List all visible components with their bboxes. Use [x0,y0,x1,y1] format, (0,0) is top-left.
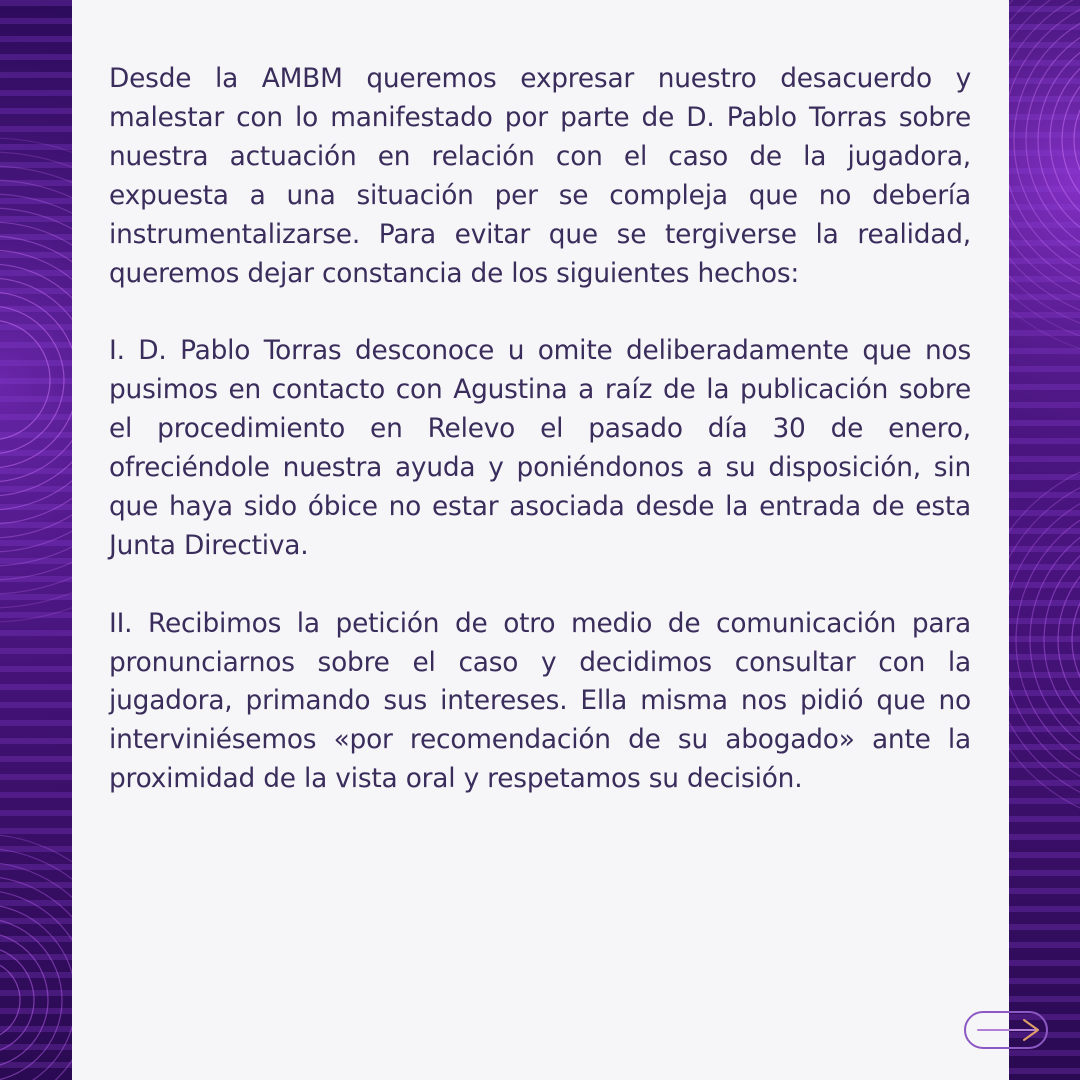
paragraph-point-1: I. D. Pablo Torras desconoce u omite deliberadamente que nos pusimos en contacto con Agustina a raíz de la publicación sobre el procedimiento en Relevo el pasado día 30 de enero, ofreciéndole nuestra ayuda y poniéndonos a su disposición, sin que haya sido óbice no estar asociada desde la entrada de esta Junta Directiva. [109,335,971,561]
next-slide-button[interactable] [964,1011,1048,1049]
text-panel [72,0,1009,1080]
statement-body [109,60,971,799]
paragraph-intro: Desde la AMBM queremos expresar nuestro desacuerdo y malestar con lo manifestado por parte de D. Pablo Torras sobre nuestra actuación en relación con el caso de la jugadora, expuesta a una situación per se compleja que no debería instrumentalizarse. Para evitar que se tergiverse la realidad, queremos dejar constancia de los siguientes hechos: [109,63,971,289]
paragraph-point-2: II. Recibimos la petición de otro medio de comunicación para pronunciarnos sobre el caso y decidimos consultar con la jugadora, primando sus intereses. Ella misma nos pidió que no interviniésemos «por recomendación de su abogado» ante la proximidad de la vista oral y respetamos su decisión. [109,607,971,795]
arrow-right-icon [966,1013,1050,1051]
